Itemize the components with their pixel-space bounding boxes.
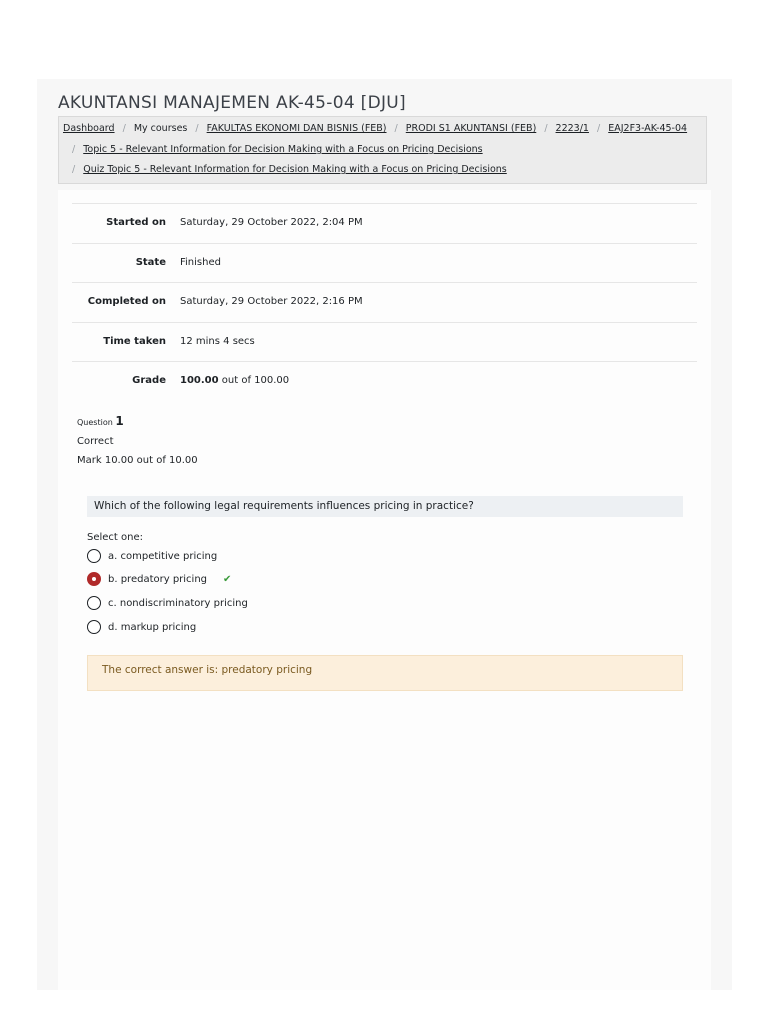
answer-option-label: b. predatory pricing [108,573,208,585]
quiz-review-content [58,190,711,990]
question-prefix: Question [77,418,113,427]
summary-value: Saturday, 29 October 2022, 2:04 PM [180,217,363,228]
breadcrumb-separator: / [597,123,601,134]
summary-label: State [135,256,166,268]
question-text: Which of the following legal requirements influences pricing in practice? [87,496,683,517]
breadcrumb-dashboard[interactable]: Dashboard [63,123,115,134]
breadcrumb-separator: / [122,123,126,134]
summary-value [180,375,289,386]
breadcrumb-row [67,164,507,175]
grade-total: out of 100.00 [221,375,290,386]
answer-option-label: c. nondiscriminatory pricing [108,597,248,609]
correct-answer-feedback: The correct answer is: predatory pricing [87,655,683,691]
summary-value: 12 mins 4 secs [180,335,255,347]
breadcrumb-course-code[interactable]: EAJ2F3-AK-45-04 [608,123,688,134]
breadcrumb-separator: / [72,164,76,175]
grade-score: 100.00 [180,375,219,386]
summary-row-state [72,243,697,283]
summary-label: Time taken [103,335,166,347]
page-region [37,79,732,990]
question-number-value: 1 [115,414,124,428]
summary-value: Saturday, 29 October 2022, 2:16 PM [180,296,363,307]
question-status: Correct [77,436,114,447]
question-info [77,414,198,474]
answer-option-a[interactable] [87,549,217,563]
page-title: AKUNTANSI MANAJEMEN AK-45-04 [DJU] [58,93,406,113]
breadcrumb-topic[interactable]: Topic 5 - Relevant Information for Decision Making with a Focus on Pricing Decisions [83,144,483,155]
summary-label: Grade [132,375,166,386]
breadcrumb-faculty[interactable]: FAKULTAS EKONOMI DAN BISNIS (FEB) [206,123,387,134]
breadcrumb-my-courses: My courses [133,123,188,134]
summary-row-started [72,203,697,243]
question-number [77,414,198,428]
summary-row-completed [72,282,697,322]
radio-button-selected[interactable] [87,572,101,586]
breadcrumb-row [63,123,687,134]
question-mark: Mark 10.00 out of 10.00 [77,455,198,466]
check-icon: ✔ [223,573,232,585]
answer-option-c[interactable] [87,596,248,610]
summary-label: Started on [106,217,166,228]
breadcrumb-program[interactable]: PRODI S1 AKUNTANSI (FEB) [405,123,537,134]
breadcrumb-term[interactable]: 2223/1 [555,123,589,134]
answer-option-label: d. markup pricing [108,621,197,633]
radio-button[interactable] [87,596,101,610]
breadcrumb-quiz[interactable]: Quiz Topic 5 - Relevant Information for Decision Making with a Focus on Pricing Decisions [83,164,507,175]
summary-row-time [72,322,697,362]
summary-row-grade [72,361,697,401]
summary-label: Completed on [87,296,166,307]
breadcrumb-separator: / [72,144,76,155]
radio-button[interactable] [87,620,101,634]
breadcrumb-row [67,144,483,155]
attempt-summary-table [72,203,697,401]
breadcrumb [58,116,707,184]
breadcrumb-separator: / [394,123,398,134]
select-one-label: Select one: [87,532,144,543]
radio-button[interactable] [87,549,101,563]
answer-option-b[interactable] [87,572,231,586]
answer-option-d[interactable] [87,620,196,634]
breadcrumb-separator: / [195,123,199,134]
summary-value: Finished [180,256,221,268]
answer-option-label: a. competitive pricing [108,550,218,562]
breadcrumb-separator: / [544,123,548,134]
